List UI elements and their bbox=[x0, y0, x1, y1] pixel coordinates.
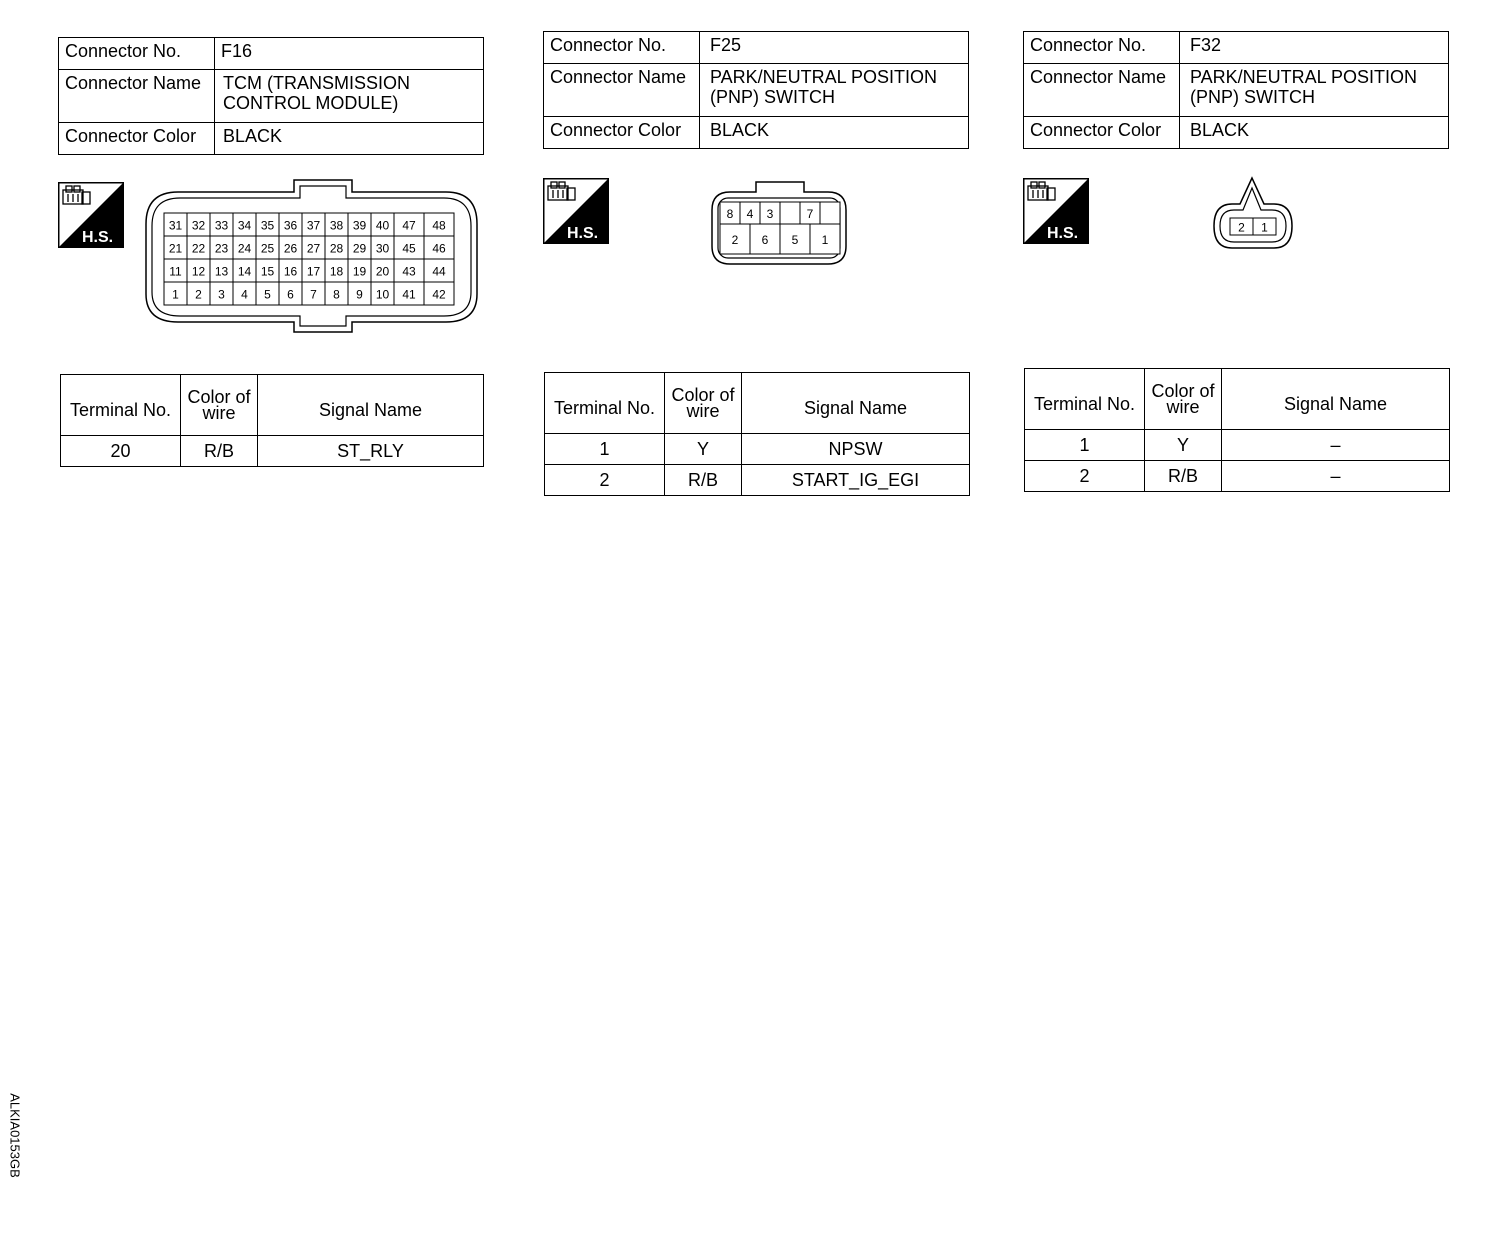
connector-color-label: Connector Color bbox=[544, 117, 700, 149]
connector-color-value: BLACK bbox=[700, 117, 969, 149]
wire-color-header bbox=[181, 375, 258, 436]
terminal-table-f25 bbox=[544, 372, 970, 496]
connector-name-label: Connector Name bbox=[1024, 64, 1180, 117]
pin-label: 13 bbox=[214, 264, 229, 279]
connector-name-value: PARK/NEUTRAL POSITION (PNP) SWITCH bbox=[700, 64, 969, 117]
terminal-no-header: Terminal No. bbox=[1025, 369, 1145, 430]
terminal-no-header: Terminal No. bbox=[61, 375, 181, 436]
wire-color-header bbox=[1145, 369, 1222, 430]
signal-name-header: Signal Name bbox=[258, 375, 484, 436]
pin-label: 4 bbox=[746, 207, 754, 221]
table-row bbox=[61, 436, 484, 467]
wire-color-header-line1: Color of bbox=[1151, 381, 1215, 401]
pin-label: 12 bbox=[191, 264, 206, 279]
pin-label: 2 bbox=[195, 287, 202, 302]
pin-label: 36 bbox=[283, 218, 298, 233]
pin-label: 14 bbox=[237, 264, 252, 279]
signal-name-cell: START_IG_EGI bbox=[742, 465, 970, 496]
wire-color-cell: Y bbox=[1145, 430, 1222, 461]
pin-label: 46 bbox=[432, 241, 446, 256]
pin-label: 25 bbox=[260, 241, 275, 256]
connector-color-label: Connector Color bbox=[59, 123, 215, 155]
pin-label: 6 bbox=[761, 233, 769, 247]
connector-color-label: Connector Color bbox=[1024, 117, 1180, 149]
pin-label: 9 bbox=[356, 287, 363, 302]
connector-color-value: BLACK bbox=[1180, 117, 1449, 149]
pin-label: 41 bbox=[402, 287, 416, 302]
terminal-cell: 2 bbox=[1025, 461, 1145, 492]
connector-name-value: PARK/NEUTRAL POSITION (PNP) SWITCH bbox=[1180, 64, 1449, 117]
terminal-table-f32 bbox=[1024, 368, 1450, 492]
connector-no-value: F16 bbox=[215, 38, 484, 70]
hs-label: H.S. bbox=[567, 225, 599, 242]
pin-label: 19 bbox=[352, 264, 367, 279]
pin-label: 1 bbox=[1261, 220, 1268, 235]
pin-label: 47 bbox=[402, 218, 416, 233]
pin-label: 17 bbox=[306, 264, 321, 279]
pin-label: 4 bbox=[241, 287, 248, 302]
table-row bbox=[1025, 461, 1450, 492]
connector-face-f32 bbox=[1210, 174, 1296, 254]
connector-info-table-f16 bbox=[58, 37, 484, 155]
hs-label: H.S. bbox=[1047, 225, 1079, 242]
pin-label: 21 bbox=[168, 241, 183, 256]
pin-grid-f25 bbox=[720, 202, 840, 254]
pin-label: 28 bbox=[329, 241, 344, 256]
pin-label: 8 bbox=[726, 207, 734, 221]
pin-label: 23 bbox=[214, 241, 229, 256]
pin-cell bbox=[780, 202, 800, 224]
pin-label: 2 bbox=[1238, 220, 1245, 235]
signal-name-cell: NPSW bbox=[742, 434, 970, 465]
pin-label: 43 bbox=[402, 264, 416, 279]
pin-label: 8 bbox=[333, 287, 340, 302]
terminal-table-f16 bbox=[60, 374, 484, 467]
connector-no-label: Connector No. bbox=[1024, 32, 1180, 64]
signal-name-header: Signal Name bbox=[742, 373, 970, 434]
pin-label: 1 bbox=[821, 233, 829, 247]
wire-color-cell: R/B bbox=[1145, 461, 1222, 492]
pin-label: 45 bbox=[402, 241, 416, 256]
signal-name-cell: – bbox=[1222, 461, 1450, 492]
pin-label: 3 bbox=[218, 287, 225, 302]
pin-label: 27 bbox=[306, 241, 321, 256]
signal-name-cell: – bbox=[1222, 430, 1450, 461]
connector-no-label: Connector No. bbox=[59, 38, 215, 70]
figure-id: ALKIA0153GB bbox=[7, 1093, 23, 1178]
harness-side-badge bbox=[543, 178, 609, 244]
signal-name-header: Signal Name bbox=[1222, 369, 1450, 430]
pin-label: 37 bbox=[306, 218, 321, 233]
harness-side-badge bbox=[58, 182, 124, 248]
harness-side-badge bbox=[1023, 178, 1089, 244]
connector-face-f16 bbox=[140, 176, 482, 336]
pin-label: 42 bbox=[432, 287, 446, 302]
table-row bbox=[545, 434, 970, 465]
pin-label: 5 bbox=[791, 233, 799, 247]
wire-color-header-line2: wire bbox=[202, 403, 236, 423]
connector-name-value: TCM (TRANSMISSION CONTROL MODULE) bbox=[215, 70, 484, 123]
pin-label: 5 bbox=[264, 287, 271, 302]
pin-label: 29 bbox=[352, 241, 367, 256]
pin-label: 15 bbox=[260, 264, 275, 279]
terminal-cell: 1 bbox=[545, 434, 665, 465]
table-row bbox=[545, 465, 970, 496]
pin-label: 20 bbox=[375, 264, 390, 279]
terminal-cell: 20 bbox=[61, 436, 181, 467]
pin-label: 48 bbox=[432, 218, 446, 233]
pin-label: 11 bbox=[169, 264, 182, 279]
pin-label: 1 bbox=[172, 287, 179, 302]
pin-label: 26 bbox=[283, 241, 298, 256]
pin-label: 38 bbox=[329, 218, 344, 233]
connector-no-value: F25 bbox=[700, 32, 969, 64]
connector-no-label: Connector No. bbox=[544, 32, 700, 64]
pin-label: 30 bbox=[375, 241, 390, 256]
pin-label: 10 bbox=[375, 287, 390, 302]
table-row bbox=[1025, 430, 1450, 461]
wire-color-header-line1: Color of bbox=[671, 385, 735, 405]
connector-face-f25 bbox=[708, 180, 850, 270]
hs-label: H.S. bbox=[82, 229, 114, 246]
pin-grid-f32 bbox=[1230, 218, 1276, 235]
connector-name-label: Connector Name bbox=[544, 64, 700, 117]
pin-label: 18 bbox=[329, 264, 344, 279]
wire-color-cell: Y bbox=[665, 434, 742, 465]
signal-name-cell: ST_RLY bbox=[258, 436, 484, 467]
pin-label: 2 bbox=[731, 233, 739, 247]
pin-label: 22 bbox=[191, 241, 206, 256]
wire-color-header-line2: wire bbox=[1166, 397, 1200, 417]
terminal-no-header: Terminal No. bbox=[545, 373, 665, 434]
pin-label: 32 bbox=[191, 218, 206, 233]
pin-label: 6 bbox=[287, 287, 294, 302]
terminal-cell: 1 bbox=[1025, 430, 1145, 461]
wire-color-header-line2: wire bbox=[686, 401, 720, 421]
connector-name-label: Connector Name bbox=[59, 70, 215, 123]
pin-label: 3 bbox=[766, 207, 774, 221]
pin-label: 44 bbox=[432, 264, 446, 279]
pin-label: 16 bbox=[283, 264, 298, 279]
pin-label: 33 bbox=[214, 218, 229, 233]
connector-color-value: BLACK bbox=[215, 123, 484, 155]
pin-label: 39 bbox=[352, 218, 367, 233]
pin-label: 7 bbox=[806, 207, 814, 221]
pin-label: 24 bbox=[237, 241, 252, 256]
pin-label: 7 bbox=[310, 287, 317, 302]
pin-label: 40 bbox=[375, 218, 390, 233]
connector-info-table-f32 bbox=[1023, 31, 1449, 149]
connector-no-value: F32 bbox=[1180, 32, 1449, 64]
pin-label: 35 bbox=[260, 218, 275, 233]
pin-label: 34 bbox=[237, 218, 252, 233]
pin-grid-f16 bbox=[164, 213, 454, 305]
connector-info-table-f25 bbox=[543, 31, 969, 149]
pin-label: 31 bbox=[168, 218, 183, 233]
wire-color-cell: R/B bbox=[665, 465, 742, 496]
pin-cell bbox=[820, 202, 840, 224]
terminal-cell: 2 bbox=[545, 465, 665, 496]
wire-color-cell: R/B bbox=[181, 436, 258, 467]
wire-color-header-line1: Color of bbox=[187, 387, 251, 407]
wire-color-header bbox=[665, 373, 742, 434]
